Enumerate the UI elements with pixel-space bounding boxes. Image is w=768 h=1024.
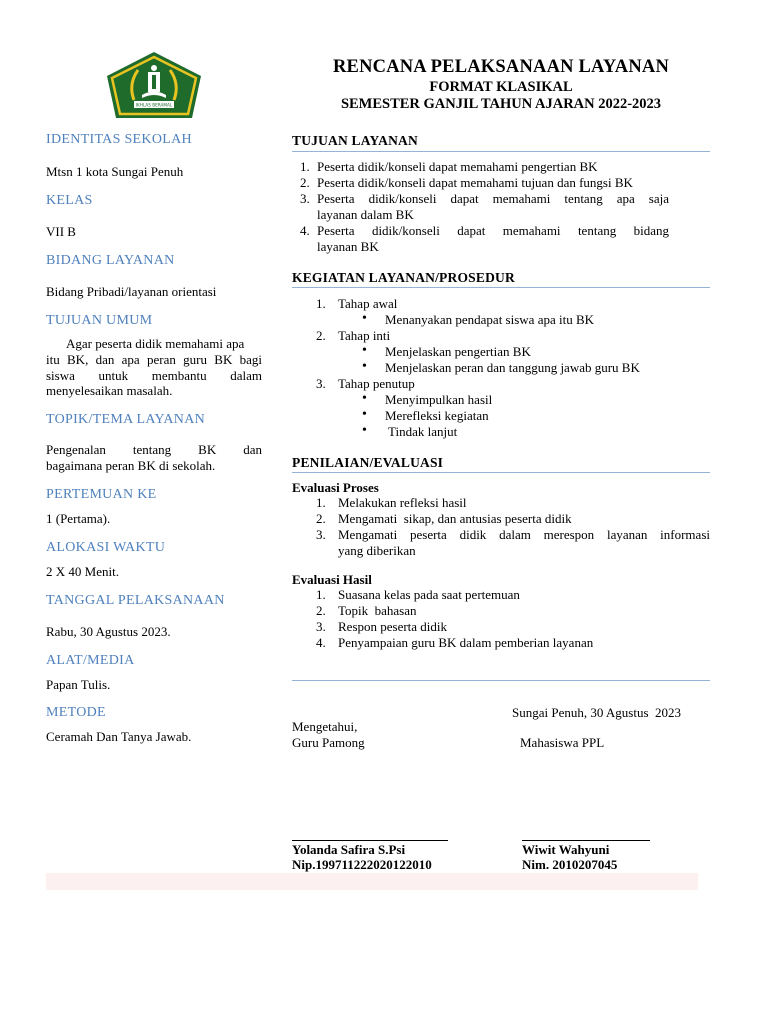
bullet-item (292, 408, 710, 424)
tujuan-umum-line-4: menyelesaikan masalah. (46, 383, 173, 398)
bullet-dot-icon: • (362, 359, 367, 374)
list-item (292, 175, 710, 191)
list-item (292, 635, 710, 651)
tanggal-heading: TANGGAL PELAKSANAAN (46, 593, 225, 608)
kelas-heading: KELAS (46, 193, 93, 208)
tujuan-umum-line-1: Agar peserta didik memahami apa (66, 336, 245, 351)
evaluasi-proses-list (292, 495, 710, 559)
footer-band (46, 873, 698, 890)
list-number: 2. (316, 603, 326, 618)
section-divider (292, 680, 710, 681)
bullet-dot-icon: • (362, 423, 367, 438)
evaluasi-hasil-title: Evaluasi Hasil (292, 572, 372, 587)
section-divider (292, 151, 710, 152)
step-label: Tahap penutup (338, 376, 415, 391)
alat-heading: ALAT/MEDIA (46, 653, 135, 668)
topik-line-2: bagaimana peran BK di sekolah. (46, 458, 216, 473)
kegiatan-list (292, 296, 710, 440)
list-text: Penyampaian guru BK dalam pemberian layanan (338, 635, 594, 650)
logo-banner-text: IKHLAS BERAMAL (135, 102, 173, 108)
mengetahui-label: Mengetahui, (292, 719, 358, 734)
bullet-text: Merefleksi kegiatan (385, 408, 489, 423)
kegiatan-heading: KEGIATAN LAYANAN/PROSEDUR (292, 270, 515, 285)
semester-label: SEMESTER GANJIL TAHUN AJARAN 2022-2023 (340, 96, 662, 112)
tujuan-umum-line-3: siswa untuk membantu dalam (46, 368, 262, 383)
evaluasi-proses-title: Evaluasi Proses (292, 480, 379, 495)
identitas-heading: IDENTITAS SEKOLAH (46, 132, 192, 147)
step-label: Tahap inti (338, 328, 391, 343)
step-item (292, 376, 710, 392)
list-text: Suasana kelas pada saat pertemuan (338, 587, 520, 602)
tujuan-umum-heading: TUJUAN UMUM (46, 313, 153, 328)
list-item (292, 223, 710, 255)
kelas-value: VII B (46, 224, 76, 239)
bullet-item (292, 344, 710, 360)
list-number: 1. (300, 159, 310, 174)
list-number: 3. (300, 191, 310, 206)
list-number: 1. (316, 587, 326, 602)
signer-name-left: Yolanda Safira S.Psi (292, 842, 406, 857)
pertemuan-heading: PERTEMUAN KE (46, 487, 157, 502)
topik-heading: TOPIK/TEMA LAYANAN (46, 412, 206, 427)
tujuan-layanan-heading: TUJUAN LAYANAN (292, 133, 418, 148)
tanggal-value: Rabu, 30 Agustus 2023. (46, 624, 171, 639)
list-text: layanan BK (317, 239, 379, 254)
signer-id-right: Nim. 2010207045 (522, 857, 618, 872)
list-item (292, 603, 710, 619)
bullet-item (292, 392, 710, 408)
list-text: Melakukan refleksi hasil (338, 495, 467, 510)
list-item (292, 495, 710, 511)
list-number: 1. (316, 495, 326, 510)
list-text: Topik bahasan (338, 603, 417, 618)
place-date: Sungai Penuh, 30 Agustus 2023 (512, 705, 682, 720)
list-item (292, 191, 710, 223)
bidang-heading: BIDANG LAYANAN (46, 253, 175, 268)
step-number: 3. (316, 376, 326, 391)
list-number: 4. (300, 223, 310, 238)
signer-id-left: Nip.199711222020122010 (292, 857, 432, 872)
list-text: Mengamati sikap, dan antusias peserta didik (338, 511, 572, 526)
list-item (292, 527, 710, 559)
list-item (292, 619, 710, 635)
bullet-item (292, 424, 710, 440)
signature-line-left (292, 840, 448, 841)
list-text: Respon peserta didik (338, 619, 448, 634)
bullet-dot-icon: • (362, 343, 367, 358)
section-divider (292, 472, 710, 473)
list-number: 3. (316, 527, 326, 542)
bullet-text: Menyimpulkan hasil (385, 392, 493, 407)
list-number: 2. (300, 175, 310, 190)
metode-value: Ceramah Dan Tanya Jawab. (46, 729, 192, 744)
list-text: Peserta didik/konseli dapat memahami tentang bidang (317, 223, 669, 238)
tujuan-umum-line-2: itu BK, dan apa peran guru BK bagi (46, 352, 262, 367)
list-item (292, 511, 710, 527)
document-title: RENCANA PELAKSANAAN LAYANAN (332, 57, 670, 77)
bullet-text: Menjelaskan peran dan tanggung jawab guru BK (385, 360, 640, 375)
bullet-dot-icon: • (362, 391, 367, 406)
kemenag-emblem-icon (104, 50, 204, 120)
alokasi-heading: ALOKASI WAKTU (46, 540, 166, 555)
list-text: Peserta didik/konseli dapat memahami tujuan dan fungsi BK (317, 175, 633, 190)
signer-name-right: Wiwit Wahyuni (522, 842, 610, 857)
list-item (292, 159, 710, 175)
penilaian-heading: PENILAIAN/EVALUASI (292, 455, 444, 470)
bullet-item (292, 312, 710, 328)
signature-line-right (522, 840, 650, 841)
step-number: 2. (316, 328, 326, 343)
alat-value: Papan Tulis. (46, 677, 111, 692)
list-item (292, 587, 710, 603)
mahasiswa-ppl-label: Mahasiswa PPL (520, 735, 605, 750)
alokasi-value: 2 X 40 Menit. (46, 564, 119, 579)
section-divider (292, 287, 710, 288)
list-text: Peserta didik/konseli dapat memahami pengertian BK (317, 159, 598, 174)
topik-line-1: Pengenalan tentang BK dan (46, 442, 262, 457)
list-number: 2. (316, 511, 326, 526)
guru-pamong-label: Guru Pamong (292, 735, 365, 750)
bullet-dot-icon: • (362, 311, 367, 326)
metode-heading: METODE (46, 705, 106, 720)
list-number: 4. (316, 635, 326, 650)
step-item (292, 328, 710, 344)
school-logo (104, 50, 204, 120)
tujuan-list (292, 159, 710, 255)
list-text: yang diberikan (338, 543, 416, 558)
list-text: Peserta didik/konseli dapat memahami tentang apa saja (317, 191, 669, 206)
bullet-dot-icon: • (362, 407, 367, 422)
list-text: layanan dalam BK (317, 207, 414, 222)
step-number: 1. (316, 296, 326, 311)
step-item (292, 296, 710, 312)
bullet-text: Menjelaskan pengertian BK (385, 344, 531, 359)
bidang-value: Bidang Pribadi/layanan orientasi (46, 284, 217, 299)
bullet-text: Menanyakan pendapat siswa apa itu BK (385, 312, 595, 327)
bullet-item (292, 360, 710, 376)
document-subtitle: FORMAT KLASIKAL (429, 79, 573, 95)
bullet-text: Tindak lanjut (385, 424, 458, 439)
list-number: 3. (316, 619, 326, 634)
evaluasi-hasil-list (292, 587, 710, 651)
identitas-value: Mtsn 1 kota Sungai Penuh (46, 164, 184, 179)
step-label: Tahap awal (338, 296, 398, 311)
pertemuan-value: 1 (Pertama). (46, 511, 111, 526)
list-text: Mengamati peserta didik dalam merespon layanan informasi (338, 527, 710, 542)
